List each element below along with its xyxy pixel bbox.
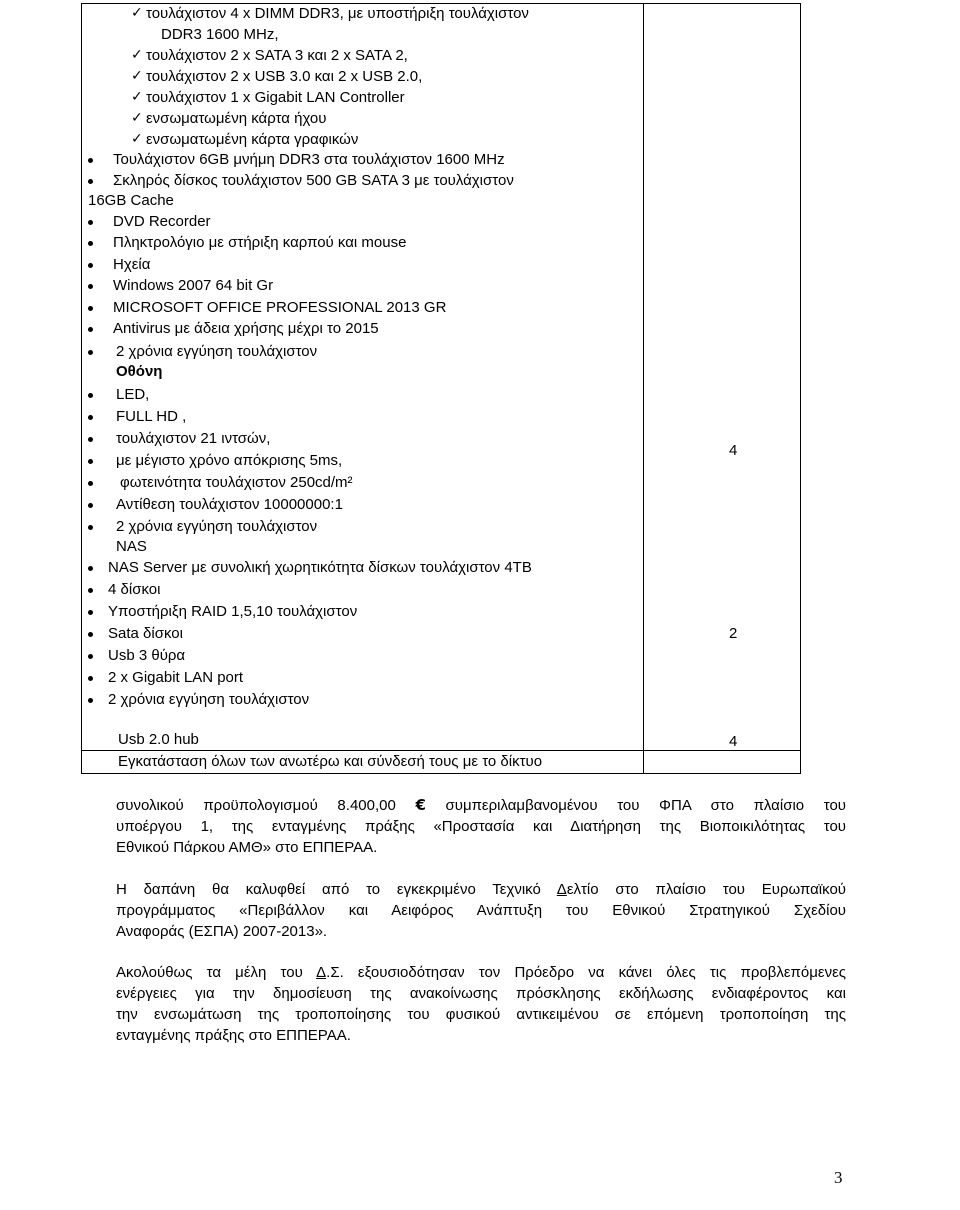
bullet-icon	[88, 654, 93, 659]
check-icon: ✓	[131, 5, 143, 21]
bullet-icon	[88, 676, 93, 681]
bullet-icon	[88, 610, 93, 615]
bullet-icon	[88, 220, 93, 225]
monitor-item: Αντίθεση τουλάχιστον 10000000:1	[116, 496, 343, 513]
table-border-top	[81, 3, 801, 4]
check-item: τουλάχιστον 2 x USB 3.0 και 2 x USB 2.0,	[146, 68, 423, 85]
spec-item: 2 χρόνια εγγύηση τουλάχιστον	[116, 343, 318, 360]
underlined-letter: Δ	[316, 964, 327, 981]
budget-text: συνολικού προϋπολογισμού 8.400,00	[116, 797, 396, 814]
bullet-icon	[88, 179, 93, 184]
funding-text-cont: ελτίο στο πλαίσιο του Ευρωπαϊκού	[566, 881, 846, 898]
bullet-icon	[88, 698, 93, 703]
paragraph-line: Εθνικού Πάρκου ΑΜΘ» στο ΕΠΠΕΡΑΑ.	[116, 839, 378, 856]
monitor-item: φωτεινότητα τουλάχιστον 250cd/m²	[120, 474, 353, 491]
underlined-letter: Δ	[556, 881, 567, 898]
check-item: DDR3 1600 MHz,	[161, 26, 279, 43]
monitor-item: με μέγιστο χρόνο απόκρισης 5ms,	[116, 452, 343, 469]
authorization-paragraph	[116, 962, 846, 1046]
paragraph-line	[116, 795, 846, 816]
monitor-item: τουλάχιστον 21 ιντσών,	[116, 430, 271, 447]
bullet-icon	[88, 525, 93, 530]
table-row-divider	[81, 750, 801, 751]
table-border-right	[800, 3, 801, 773]
paragraph-line: προγράμματος «Περιβάλλον και Αειφόρος Ανάπτυξη του Εθνικού Στρατηγικού Σχεδίου	[116, 902, 846, 919]
monitor-heading: Οθόνη	[116, 363, 163, 380]
check-item: ενσωματωμένη κάρτα ήχου	[146, 110, 327, 127]
hub-quantity: 4	[729, 733, 738, 750]
check-icon: ✓	[131, 110, 143, 126]
bullet-icon	[88, 327, 93, 332]
authorization-text-cont: .Σ. εξουσιοδότησαν τον Πρόεδρο να κάνει όλες τις προβλεπόμενες	[326, 964, 846, 981]
spec-item: Πληκτρολόγιο με στήριξη καρπού και mouse	[113, 234, 407, 251]
bullet-icon	[88, 481, 93, 486]
spec-item: MICROSOFT OFFICE PROFESSIONAL 2013 GR	[113, 299, 447, 316]
hub-label: Usb 2.0 hub	[118, 731, 199, 748]
euro-symbol: €	[415, 796, 426, 814]
authorization-text: Ακολούθως τα μέλη του	[116, 964, 303, 981]
bullet-icon	[88, 415, 93, 420]
nas-item: Sata δίσκοι	[108, 625, 183, 642]
spec-item: Antivirus με άδεια χρήσης μέχρι το 2015	[113, 320, 379, 337]
bullet-icon	[88, 459, 93, 464]
spec-item: Τουλάχιστον 6GB μνήμη DDR3 στα τουλάχιστον 1600 MHz	[113, 151, 505, 168]
nas-item: 4 δίσκοι	[108, 581, 161, 598]
monitor-item: 2 χρόνια εγγύηση τουλάχιστον	[116, 518, 318, 535]
paragraph-line: υποέργου 1, της ενταγμένης πράξης «Προστασία και Διατήρηση της Βιοποικιλότητας του	[116, 818, 846, 835]
paragraph-line: ενέργειες για την δημοσίευση της ανακοίνωσης πρόσκλησης εκδήλωσης ενδιαφέροντος και	[116, 985, 846, 1002]
nas-item: 2 χρόνια εγγύηση τουλάχιστον	[108, 691, 310, 708]
budget-paragraph	[116, 795, 846, 858]
bullet-icon	[88, 306, 93, 311]
paragraph-line: ενταγμένης πράξης στο ΕΠΠΕΡΑΑ.	[116, 1027, 351, 1044]
check-icon: ✓	[131, 89, 143, 105]
check-icon: ✓	[131, 68, 143, 84]
check-item: τουλάχιστον 4 x DIMM DDR3, με υποστήριξη τουλάχιστον	[146, 5, 529, 22]
bullet-icon	[88, 393, 93, 398]
bullet-icon	[88, 588, 93, 593]
table-column-divider	[643, 3, 644, 773]
check-icon: ✓	[131, 47, 143, 63]
nas-item: Υποστήριξη RAID 1,5,10 τουλάχιστον	[108, 603, 358, 620]
nas-item: NAS Server με συνολική χωρητικότητα δίσκων τουλάχιστον 4TB	[108, 559, 532, 576]
paragraph-line	[116, 879, 846, 900]
bullet-icon	[88, 241, 93, 246]
paragraph-line	[116, 962, 846, 983]
nas-quantity: 2	[729, 625, 738, 642]
nas-item: 2 x Gigabit LAN port	[108, 669, 244, 686]
bullet-icon	[88, 284, 93, 289]
bullet-icon	[88, 158, 93, 163]
monitor-item: FULL HD ,	[116, 408, 187, 425]
paragraph-line: την ενσωμάτωση της τροποποίησης του φυσικού αντικειμένου σε επόμενη τροποποίηση της	[116, 1006, 846, 1023]
check-icon: ✓	[131, 131, 143, 147]
table-border-left	[81, 3, 82, 773]
spec-item: 16GB Cache	[88, 192, 174, 209]
nas-heading: NAS	[116, 538, 147, 555]
spec-item: Windows 2007 64 bit Gr	[113, 277, 274, 294]
paragraph-line: Αναφοράς (ΕΣΠΑ) 2007-2013».	[116, 923, 328, 940]
bullet-icon	[88, 263, 93, 268]
spec-item: DVD Recorder	[113, 213, 211, 230]
nas-item: Usb 3 θύρα	[108, 647, 186, 664]
spec-item: Ηχεία	[113, 256, 151, 273]
funding-paragraph	[116, 879, 846, 942]
bullet-icon	[88, 632, 93, 637]
funding-text: Η δαπάνη θα καλυφθεί από το εγκεκριμένο Τεχνικό	[116, 881, 541, 898]
monitor-item: LED,	[116, 386, 150, 403]
check-item: ενσωματωμένη κάρτα γραφικών	[146, 131, 359, 148]
bullet-icon	[88, 350, 93, 355]
installation-label: Εγκατάσταση όλων των ανωτέρω και σύνδεσή τους με το δίκτυο	[118, 753, 543, 770]
bullet-icon	[88, 437, 93, 442]
table-border-bottom	[81, 773, 801, 774]
check-item: τουλάχιστον 1 x Gigabit LAN Controller	[146, 89, 405, 106]
monitor-quantity: 4	[729, 442, 738, 459]
page-number: 3	[834, 1168, 843, 1187]
budget-text-cont: συμπεριλαμβανομένου του ΦΠΑ στο πλαίσιο του	[445, 797, 846, 814]
spec-item: Σκληρός δίσκος τουλάχιστον 500 GB SATA 3 με τουλάχιστον	[113, 172, 514, 189]
bullet-icon	[88, 566, 93, 571]
check-item: τουλάχιστον 2 x SATA 3 και 2 x SATA 2,	[146, 47, 408, 64]
bullet-icon	[88, 503, 93, 508]
